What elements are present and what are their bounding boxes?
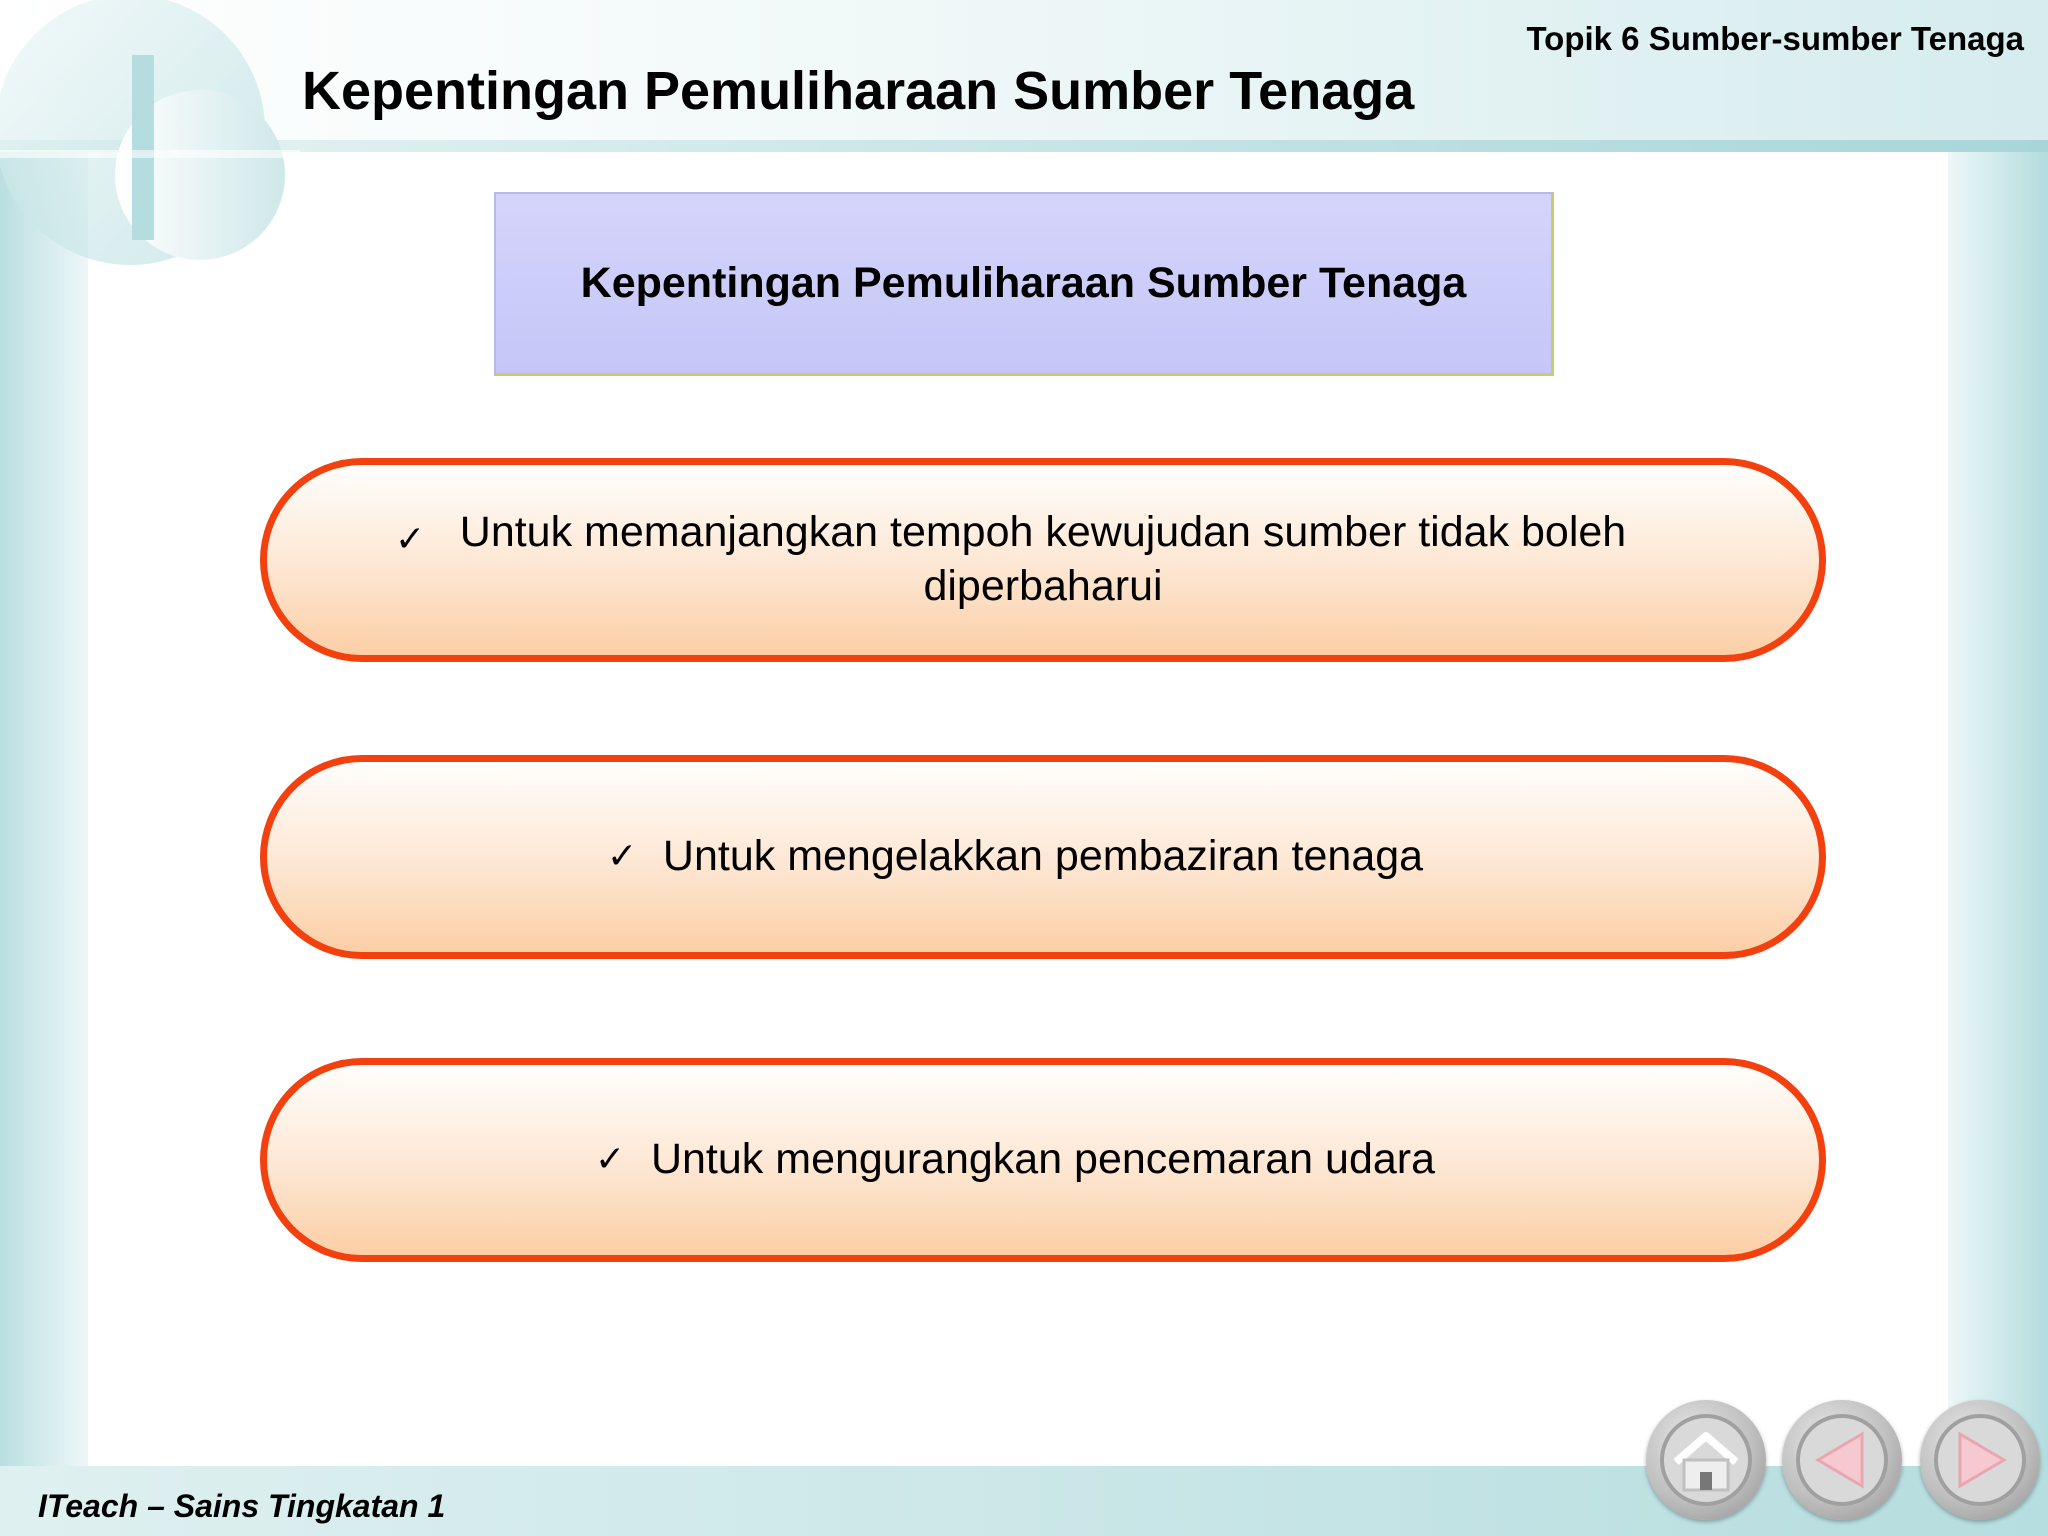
- point-text-2: Untuk mengelakkan pembaziran tenaga: [662, 832, 1424, 881]
- header-divider: [0, 140, 2048, 152]
- point-card-1: [260, 458, 1826, 662]
- decorative-logo-icon: [0, 0, 300, 270]
- arrow-right-icon: [1920, 1400, 2040, 1520]
- subtitle-text: Kepentingan Pemuliharaan Sumber Tenaga: [580, 259, 1467, 307]
- subtitle-box: [494, 192, 1554, 376]
- arrow-left-icon: [1782, 1400, 1902, 1520]
- point-card-2: [260, 755, 1826, 959]
- topic-label: Topik 6 Sumber-sumber Tenaga: [1526, 20, 2024, 57]
- home-button[interactable]: [1646, 1400, 1766, 1520]
- right-side-band: [1948, 0, 2048, 1536]
- home-icon: [1646, 1400, 1766, 1520]
- point-card-3: [260, 1058, 1826, 1262]
- checkmark-icon: ✓: [595, 1138, 626, 1179]
- checkmark-icon: ✓: [395, 518, 426, 559]
- point-text-1: Untuk memanjangkan tempoh kewujudan sumber tidak boleh diperbaharui: [459, 508, 1627, 610]
- next-slide-button[interactable]: [1920, 1400, 2040, 1520]
- point-text-3: Untuk mengurangkan pencemaran udara: [650, 1135, 1436, 1184]
- footer-label: ITeach – Sains Tingkatan 1: [38, 1488, 446, 1524]
- previous-slide-button[interactable]: [1782, 1400, 1902, 1520]
- checkmark-icon: ✓: [607, 835, 638, 876]
- page-title: Kepentingan Pemuliharaan Sumber Tenaga: [302, 61, 1415, 121]
